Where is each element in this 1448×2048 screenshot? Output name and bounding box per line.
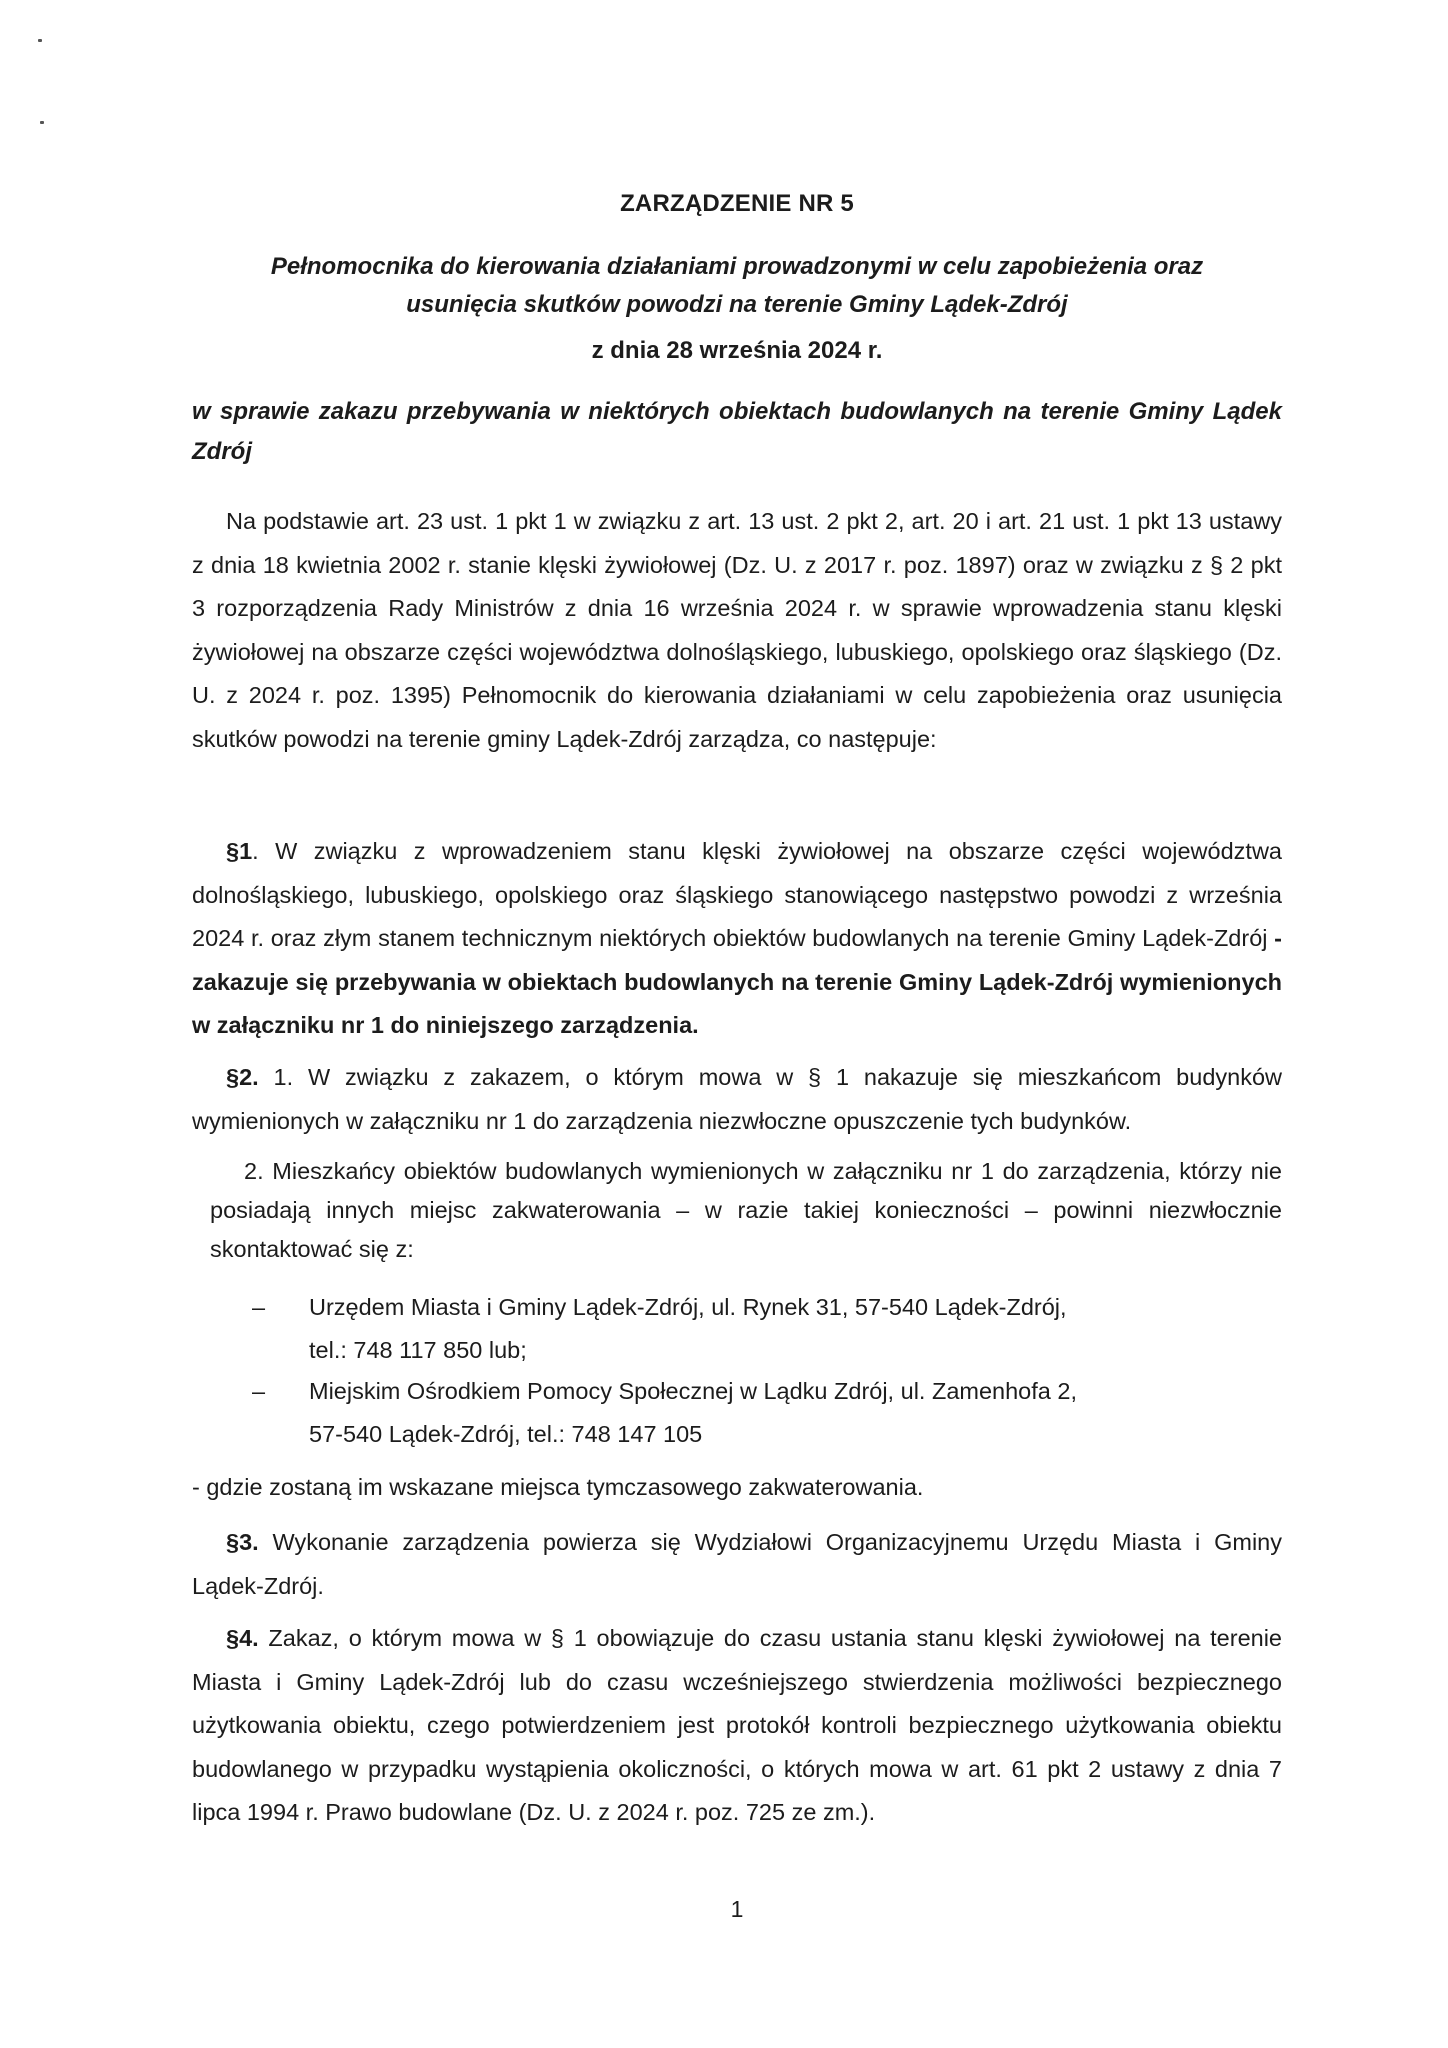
- document-title: ZARZĄDZENIE NR 5: [620, 190, 854, 217]
- section-1-text: . W związku z wprowadzeniem stanu klęski żywiołowej na obszarze części województwa dolnośląskiego, lubuskiego, opolskiego oraz śląskiego stanowiącego następstwo powodzi z września 2024 r. oraz złym stanem technicznym niektórych obiektów budowlanych na terenie Gminy Lądek-Zdrój: [192, 838, 1282, 951]
- issuer-line-2: usunięcia skutków powodzi na terenie Gminy Lądek-Zdrój: [406, 291, 1068, 318]
- scan-speck: [38, 39, 42, 42]
- section-2-label: §2.: [226, 1064, 259, 1090]
- section-4: [192, 1617, 1282, 1835]
- scan-speck: [40, 121, 44, 124]
- section-1: [192, 830, 1282, 1048]
- section-3-label: §3.: [226, 1529, 259, 1555]
- contact-line-2: tel.: 748 117 850 lub;: [309, 1337, 527, 1363]
- section-4-label: §4.: [226, 1625, 259, 1651]
- section-1-bold-text: - zakazuje się przebywania w obiektach budowlanych na terenie Gminy Lądek-Zdrój wymienionych w załączniku nr 1 do niniejszego zarządzenia.: [192, 925, 1282, 1038]
- document-date: z dnia 28 września 2024 r.: [591, 337, 883, 364]
- section-2-item-1: [192, 1056, 1282, 1143]
- dash-bullet-icon: –: [252, 1378, 266, 1404]
- document-subject: w sprawie zakazu przebywania w niektórych obiektach budowlanych na terenie Gminy Lądek Zdrój: [192, 398, 1282, 465]
- section-3-text: Wykonanie zarządzenia powierza się Wydziałowi Organizacyjnemu Urzędu Miasta i Gminy Lądek-Zdrój.: [192, 1529, 1282, 1599]
- document-issuer: [192, 248, 1282, 324]
- contact-list-item: [252, 1370, 1152, 1456]
- dash-bullet-icon: –: [252, 1294, 266, 1320]
- section-2-closing: - gdzie zostaną im wskazane miejsca tymczasowego zakwaterowania.: [192, 1474, 924, 1500]
- contact-list-item: [252, 1286, 1152, 1372]
- section-2-item-2: [210, 1152, 1282, 1269]
- section-2-item-1-text: 1. W związku z zakazem, o którym mowa w § 1 nakazuje się mieszkańcom budynków wymienionych w załączniku nr 1 do zarządzenia niezwłoczne opuszczenie tych budynków.: [192, 1064, 1283, 1134]
- contact-line-2: 57-540 Lądek-Zdrój, tel.: 748 147 105: [309, 1421, 703, 1447]
- preamble: [192, 500, 1282, 761]
- page-number: 1: [730, 1896, 744, 1922]
- section-2-item-2-text: 2. Mieszkańcy obiektów budowlanych wymienionych w załączniku nr 1 do zarządzenia, którzy nie posiadają innych miejsc zakwaterowania – w razie takiej konieczności – powinni niezwłocznie skontaktować się z:: [210, 1158, 1282, 1262]
- section-1-label: §1: [226, 838, 253, 864]
- issuer-line-1: Pełnomocnika do kierowania działaniami prowadzonymi w celu zapobieżenia oraz: [270, 253, 1204, 280]
- contact-line-1: Urzędem Miasta i Gminy Lądek-Zdrój, ul. Rynek 31, 57-540 Lądek-Zdrój,: [309, 1294, 1067, 1320]
- preamble-text: Na podstawie art. 23 ust. 1 pkt 1 w związku z art. 13 ust. 2 pkt 2, art. 20 i art. 21 ust. 1 pkt 13 ustawy z dnia 18 kwietnia 2002 r. stanie klęski żywiołowej (Dz. U. z 2017 r. poz. 1897) oraz w związku z § 2 pkt 3 rozporządzenia Rady Ministrów z dnia 16 września 2024 r. w sprawie wprowadzenia stanu klęski żywiołowej na obszarze części województwa dolnośląskiego, lubuskiego, opolskiego oraz śląskiego (Dz. U. z 2024 r. poz. 1395) Pełnomocnik do kierowania działaniami w celu zapobieżenia oraz usunięcia skutków powodzi na terenie gminy Lądek-Zdrój zarządza, co następuje:: [192, 508, 1282, 752]
- section-3: [192, 1521, 1282, 1608]
- section-4-text: Zakaz, o którym mowa w § 1 obowiązuje do czasu ustania stanu klęski żywiołowej na terenie Miasta i Gminy Lądek-Zdrój lub do czasu wcześniejszego stwierdzenia możliwości bezpiecznego użytkowania obiektu, czego potwierdzeniem jest protokół kontroli bezpiecznego użytkowania obiektu budowlanego w przypadku wystąpienia okoliczności, o których mowa w art. 61 pkt 2 ustawy z dnia 7 lipca 1994 r. Prawo budowlane (Dz. U. z 2024 r. poz. 725 ze zm.).: [192, 1625, 1282, 1825]
- contact-line-1: Miejskim Ośrodkiem Pomocy Społecznej w Lądku Zdrój, ul. Zamenhofa 2,: [309, 1378, 1077, 1404]
